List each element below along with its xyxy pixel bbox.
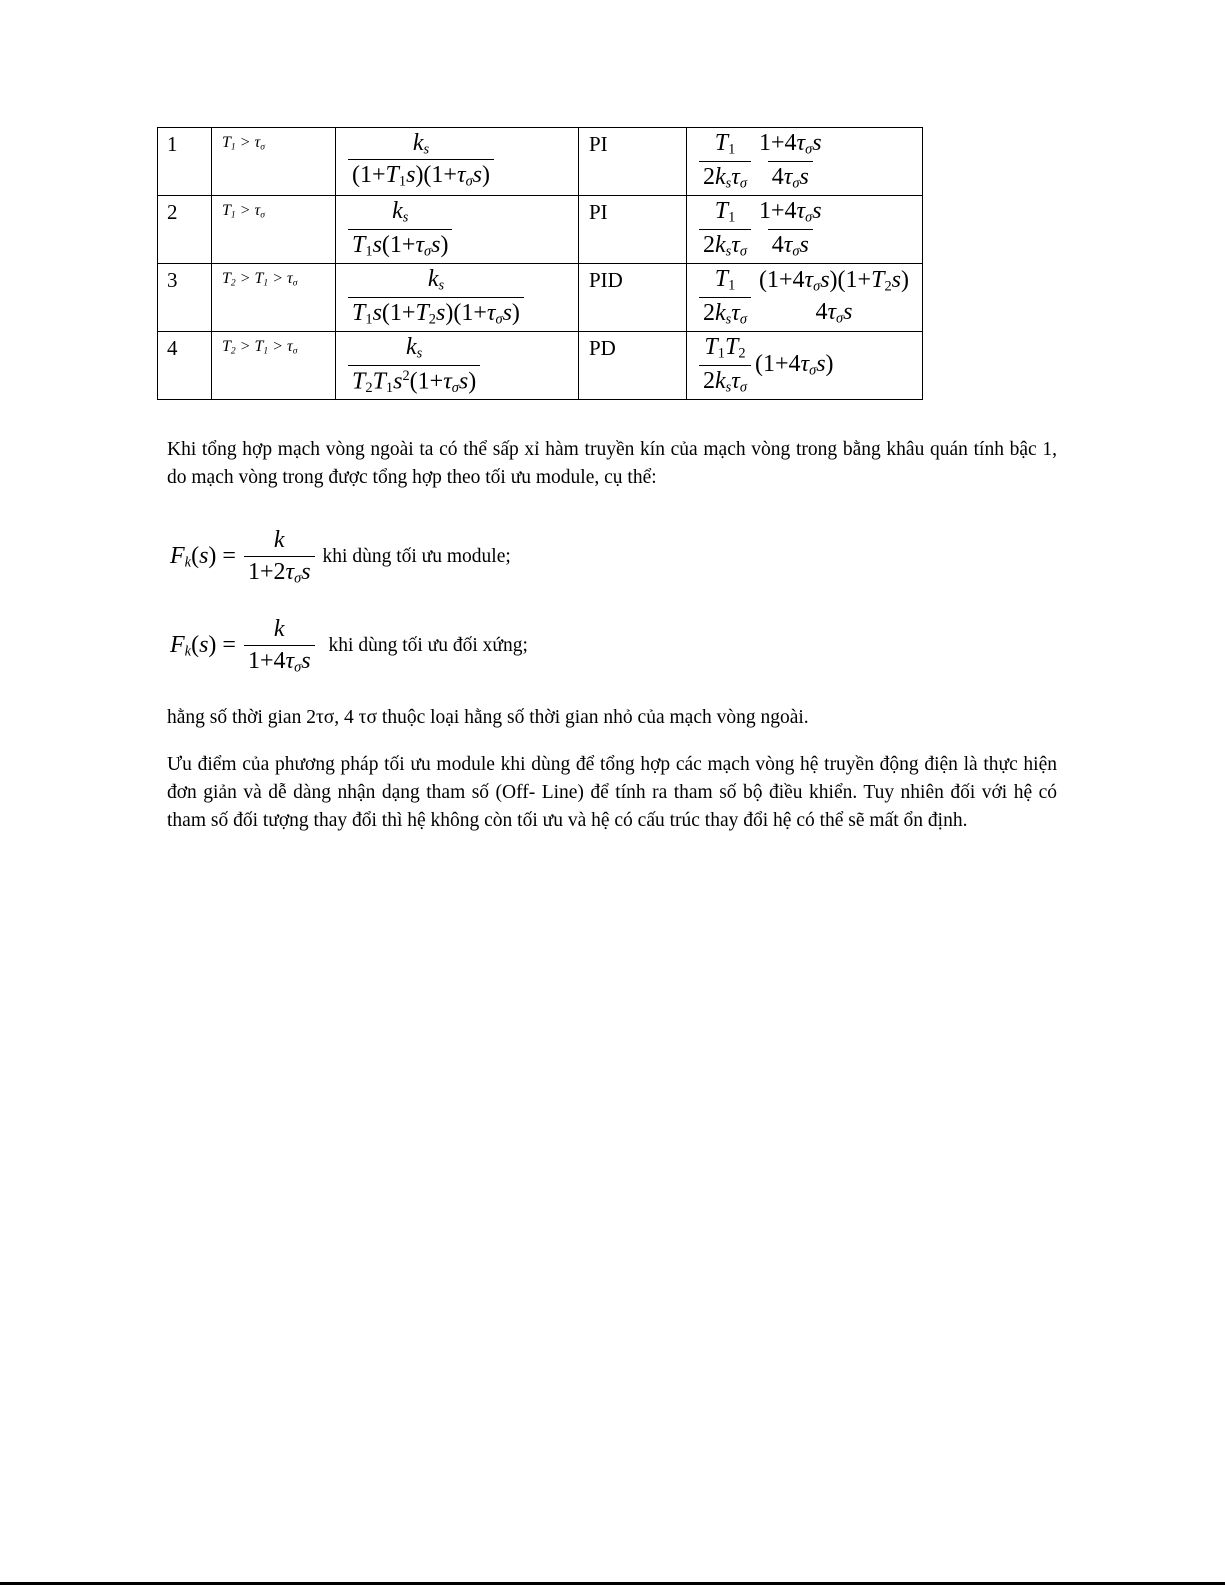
paragraph-intro: Khi tổng hợp mạch vòng ngoài ta có thể sấp xỉ hàm truyền kín của mạch vòng trong bằng khâu quán tính bậc 1, do mạch vòng trong được tổng hợp theo tối ưu module, cụ thể: [167,439,1057,488]
controller-type: PID [579,264,687,332]
row-condition: $T_1 > \tau_\sigma$ [212,196,336,264]
row-condition: $T_2 > T_1 > \tau_\sigma$ [212,264,336,332]
plant-transfer-function: $\frac{k_s}{(1+T_1s)(1+\tau_\sigma s)}$ [336,128,579,196]
equation-symmetric-optimum: $F_k(s)$ = $\frac{k}{1+4\tau_\sigma s}$ khi dùng tối ưu đối xứng; [170,616,528,676]
equation-description: khi dùng tối ưu module; [322,546,511,568]
controller-type: PI [579,196,687,264]
regulator-function: $\frac{T_1}{2k_s\tau_\sigma}$ $\frac{1+4\tau_\sigma s}{4\tau_\sigma s}$ [687,196,923,264]
row-index: 4 [158,332,212,400]
regulator-function: $\frac{T_1}{2k_s\tau_\sigma}$ $\frac{1+4\tau_\sigma s}{4\tau_\sigma s}$ [687,128,923,196]
paragraph-advantages: Ưu điểm của phương pháp tối ưu module khi dùng để tổng hợp các mạch vòng hệ truyền động điện là thực hiện đơn giản và dễ dàng nhận dạng tham số (Off- Line) để tính ra tham số bộ điều khiển. Tuy nhiên đối với hệ có tham số đối tượng thay đổi thì hệ không còn tối ưu và hệ có cấu trúc thay đổi hệ có thể sẽ mất ổn định. [167,754,1057,831]
controller-table [157,127,923,400]
row-condition: $T_1 > \tau_\sigma$ [212,128,336,196]
table-row [158,196,923,264]
table-row [158,264,923,332]
equation-module-optimum: $F_k(s)$ = $\frac{k}{1+2\tau_\sigma s}$ khi dùng tối ưu module; [170,527,511,587]
regulator-function: $\frac{T_1}{2k_s\tau_\sigma}$ $(1+4\tau_\sigma s)(1+T_2s)$ $4\tau_\sigma s$ [687,264,923,332]
table-row [158,128,923,196]
row-index: 2 [158,196,212,264]
row-condition: $T_2 > T_1 > \tau_\sigma$ [212,332,336,400]
plant-transfer-function: $\frac{k_s}{T_2T_1s^2(1+\tau_\sigma s)}$ [336,332,579,400]
equation-description: khi dùng tối ưu đối xứng; [328,635,528,657]
plant-transfer-function: $\frac{k_s}{T_1s(1+T_2s)(1+\tau_\sigma s)}$ [336,264,579,332]
row-index: 3 [158,264,212,332]
row-index: 1 [158,128,212,196]
table-row [158,332,923,400]
plant-transfer-function: $\frac{k_s}{T_1s(1+\tau_\sigma s)}$ [336,196,579,264]
controller-type: PI [579,128,687,196]
controller-type: PD [579,332,687,400]
paragraph-time-constants: hằng số thời gian 2τσ, 4 τσ thuộc loại hằng số thời gian nhỏ của mạch vòng ngoài. [167,707,809,728]
regulator-function: $\frac{T_1T_2}{2k_s\tau_\sigma}$ $(1+4\tau_\sigma s)$ [687,332,923,400]
